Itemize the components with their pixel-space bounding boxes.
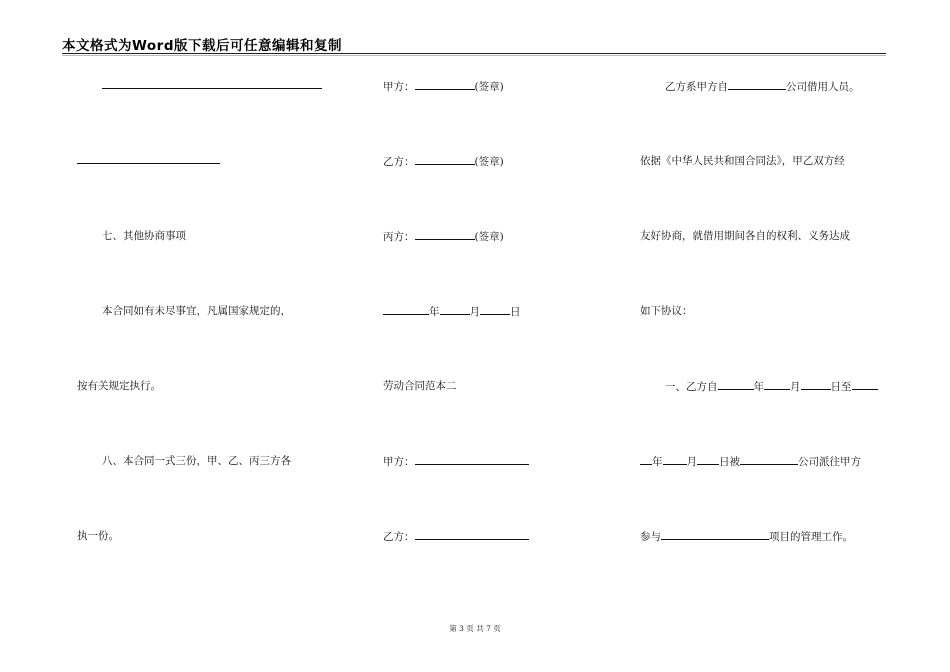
clause-one-continued (640, 454, 861, 469)
day-underline (480, 304, 510, 315)
paragraph-line: 友好协商，就借用期间各自的权利、义务达成 (640, 230, 850, 242)
year-label: 年 (429, 306, 440, 318)
party-a-label: 甲方： (383, 456, 415, 468)
blank-underline (801, 379, 831, 390)
blank-line (102, 78, 322, 93)
party-b-label: 乙方： (383, 531, 415, 543)
blank-underline (852, 379, 878, 390)
paragraph-line: 如下协议： (640, 305, 693, 317)
text-segment: 年 (753, 381, 764, 393)
year-underline (383, 304, 429, 315)
blank-underline (663, 454, 687, 465)
blank-underline (718, 379, 754, 390)
paragraph-line: 本合同如有未尽事宜，凡属国家规定的， (102, 305, 291, 317)
text-segment: 月 (790, 381, 801, 393)
party-c-signature (383, 229, 504, 244)
paragraph-line (665, 79, 860, 94)
month-label: 月 (469, 306, 480, 318)
blank-underline (764, 379, 790, 390)
date-line (383, 304, 521, 319)
blank-underline (661, 529, 769, 540)
signature-underline (415, 79, 475, 90)
month-underline (440, 304, 470, 315)
blank-underline (102, 78, 322, 89)
blank-underline (728, 79, 786, 90)
seal-label: (签章) (474, 81, 504, 93)
signature-underline (415, 529, 529, 540)
blank-underline (640, 454, 652, 465)
paragraph-line: 依据《中华人民共和国合同法》，甲乙双方经 (640, 155, 845, 167)
seal-label: (签章) (474, 156, 504, 168)
section-eight-heading: 八、本合同一式三份，甲、乙、丙三方各 (102, 455, 291, 467)
party-a-signature-2 (383, 454, 529, 469)
text-segment: 日被 (719, 456, 740, 468)
party-c-label: 丙方： (383, 231, 415, 243)
paragraph-line: 执一份。 (77, 530, 119, 542)
text-segment: 参与 (640, 531, 661, 543)
text-segment: 年 (652, 456, 663, 468)
page-header (62, 34, 886, 54)
day-label: 日 (510, 306, 521, 318)
text-segment: 项目的管理工作。 (769, 531, 853, 543)
blank-line (77, 153, 220, 168)
seal-label: (签章) (474, 231, 504, 243)
header-title: 本文格式为Word版下载后可任意编辑和复制 (62, 38, 343, 54)
page-number: 第 3 页 共 7 页 (449, 624, 501, 633)
paragraph-line: 按有关规定执行。 (77, 380, 161, 392)
blank-underline (77, 153, 220, 164)
party-b-signature (383, 154, 504, 169)
text-segment: 公司派往甲方 (798, 456, 861, 468)
blank-underline (697, 454, 719, 465)
blank-underline (740, 454, 798, 465)
party-a-label: 甲方： (383, 81, 415, 93)
signature-underline (415, 154, 475, 165)
signature-underline (415, 229, 475, 240)
clause-one-continued (640, 529, 853, 544)
text-segment: 公司借用人员。 (786, 81, 860, 93)
text-segment: 乙方系甲方自 (665, 81, 728, 93)
text-segment: 月 (686, 456, 697, 468)
signature-underline (415, 454, 529, 465)
text-segment: 日至 (830, 381, 852, 393)
text-segment: 一、乙方自 (665, 381, 718, 393)
party-a-signature (383, 79, 504, 94)
clause-one-line (665, 379, 878, 394)
section-seven-heading: 七、其他协商事项 (102, 230, 186, 242)
sample-title: 劳动合同范本二 (383, 380, 457, 392)
party-b-signature-2 (383, 529, 529, 544)
party-b-label: 乙方： (383, 156, 415, 168)
